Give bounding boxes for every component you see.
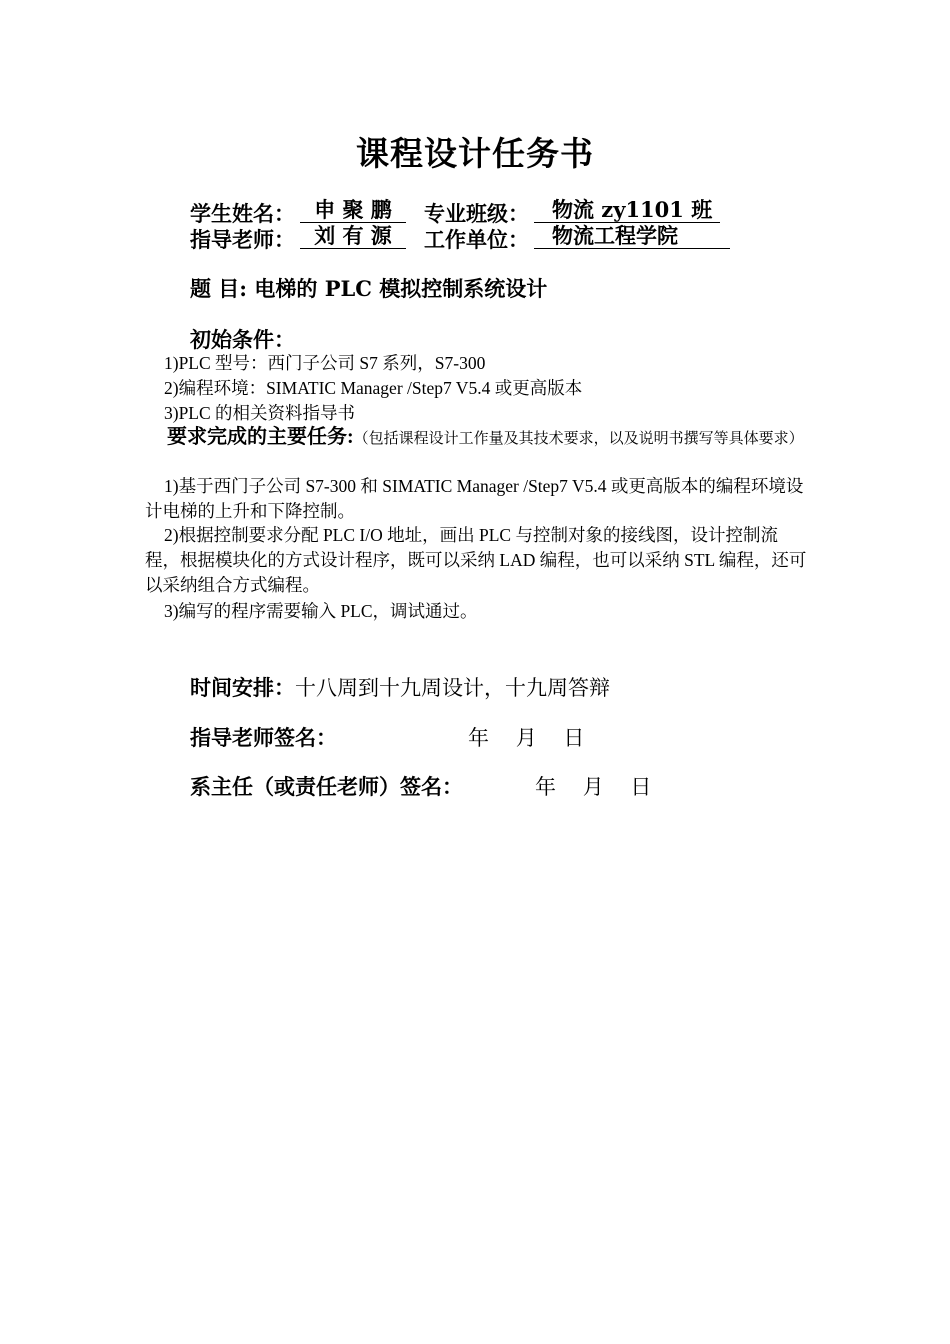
document-title: 课程设计任务书 [356, 134, 594, 173]
main-tasks-heading [145, 425, 810, 451]
work-unit-value [534, 224, 730, 249]
major-class-label: 专业班级： [424, 201, 529, 226]
work-unit: 物流工程学院 [552, 223, 678, 248]
work-unit-label: 工作单位： [424, 227, 529, 252]
topic: 电梯的 PLC 模拟控制系统设计 [254, 276, 548, 301]
initial-condition-item: 1)PLC 型号：西门子公司 S7 系列，S7-300 [164, 353, 486, 373]
advisor-label: 指导老师： [190, 227, 295, 252]
advisor-name: 刘 有 源 [314, 223, 392, 248]
initial-condition-item: 3)PLC 的相关资料指导书 [164, 403, 356, 423]
director-sign-label: 系主任（或责任老师）签名： [190, 774, 463, 799]
director-sign-date: 年 月 日 [535, 775, 652, 799]
major-class: 物流 zy1101 班 [552, 197, 713, 222]
initial-conditions-label: 初始条件： [190, 327, 295, 352]
initial-condition-item: 2)编程环境：SIMATIC Manager /Step7 V5.4 或更高版本 [164, 378, 583, 398]
schedule-line [190, 672, 610, 702]
advisor-sign-label: 指导老师签名： [190, 725, 337, 750]
advisor-value [300, 224, 406, 249]
topic-label: 题 目: [190, 276, 248, 301]
student-name-value [300, 198, 406, 223]
topic-line [190, 273, 547, 303]
main-tasks-label: 要求完成的主要任务: [167, 426, 354, 448]
main-task-item: 1)基于西门子公司 S7-300 和 SIMATIC Manager /Step7 V5.4 或更高版本的编程环境设计电梯的上升和下降控制。 [145, 476, 804, 521]
schedule: 十八周到十九周设计，十九周答辩 [295, 676, 610, 700]
advisor-sign-date: 年 月 日 [468, 726, 585, 750]
student-name-label: 学生姓名： [190, 201, 295, 226]
schedule-label: 时间安排： [190, 675, 295, 700]
main-task-item: 2)根据控制要求分配 PLC I/O 地址，画出 PLC 与控制对象的接线图，设计控制流程，根据模块化的方式设计程序，既可以采纳 LAD 编程，也可以采纳 STL 编程，还可以采纳组合方式编程。 [145, 525, 807, 595]
main-task-item: 3)编写的程序需要输入 PLC，调试通过。 [164, 601, 478, 621]
main-tasks-note: （包括课程设计工作量及其技术要求，以及说明书撰写等具体要求） [353, 431, 804, 447]
student-name: 申 聚 鹏 [314, 197, 392, 222]
major-class-value [534, 198, 720, 223]
